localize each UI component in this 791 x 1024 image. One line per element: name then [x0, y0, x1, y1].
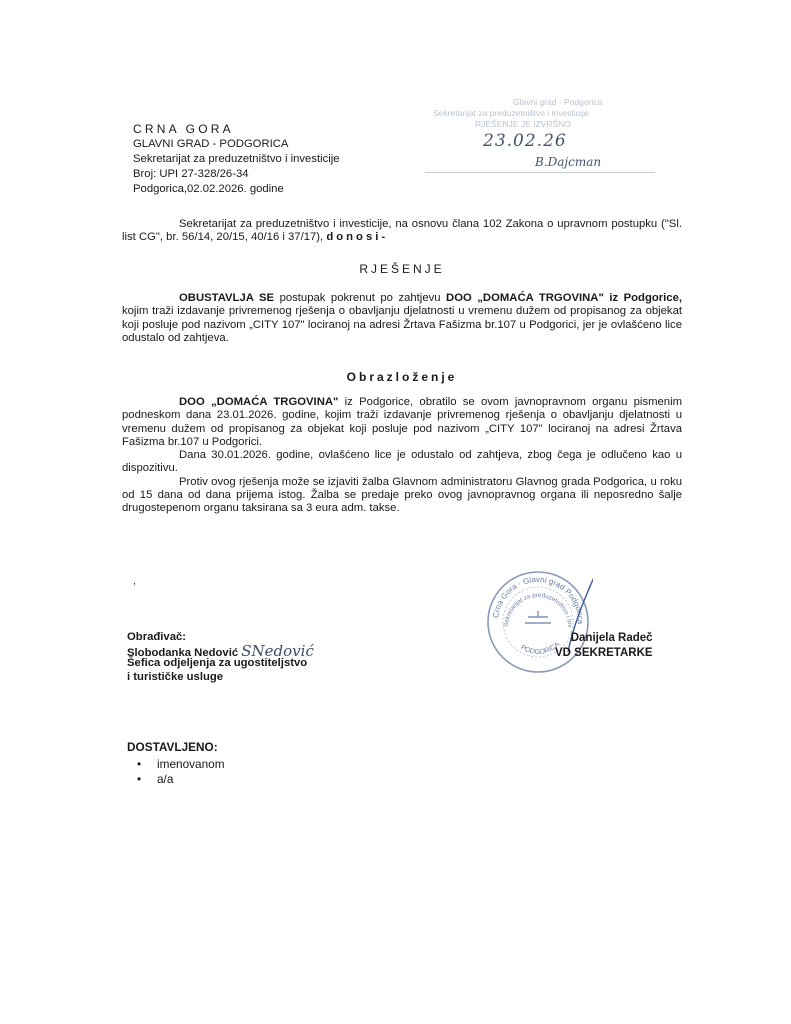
reasoning-p1-text: iz Podgorice, obratilo se ovom javnopravnom organu pismenim podneskom dana 23.01.2026. godine, kojim traži izdavanje privremenog rješenja o obavljanju djelatnosti u vremenu dužem od propisanog za objekat koji posluje pod nazivom „CITY 107" lociranoj na adresi Žrtava Fašizma br.107 u Podgorici.	[122, 396, 682, 448]
processor-signature: SNedović	[241, 641, 314, 660]
reasoning-body	[122, 396, 682, 516]
delivered-item: • imenovanom	[157, 757, 225, 772]
signatory-block	[555, 631, 653, 661]
case-number: Broj: UPI 27-328/26-34	[133, 168, 249, 180]
processor-label: Obrađivač:	[127, 631, 187, 643]
document-header	[133, 122, 340, 197]
delivered-list	[127, 757, 225, 787]
decision-paragraph	[122, 292, 682, 345]
place-date: Podgorica,02.02.2026. godine	[133, 183, 284, 195]
decision-title: RJEŠENJE	[359, 262, 445, 276]
department-name: Sekretarijat za preduzetništvo i investicije	[133, 153, 340, 165]
receipt-stamp-line2: Sekretarijat za preduzetništvo i investicije	[433, 108, 589, 118]
reasoning-company: DOO „DOMAĆA TRGOVINA"	[179, 396, 339, 408]
processor-title-line2: i turističke usluge	[127, 670, 224, 683]
processor-title-line1: Šefica odjeljenja za ugostiteljstvo	[127, 657, 308, 669]
delivered-label: DOSTAVLJENO:	[127, 740, 218, 754]
stamp-inner-text: Sekretarijat za preduzetništvo i inv	[502, 591, 574, 628]
receipt-stamp-line1: Glavni grad - Podgorica	[513, 97, 603, 107]
stamp-emblem-icon	[525, 611, 551, 623]
country-name: CRNA GORA	[133, 122, 234, 136]
receipt-stamp-line3: RJEŠENJE JE IZVRŠNO	[475, 119, 571, 129]
receipt-handwritten-signature: B.Dajcman	[535, 155, 602, 169]
decision-text-1: postupak pokrenut po zahtjevu	[274, 292, 447, 304]
preamble-text: Sekretarijat za preduzetništvo i investicije, na osnovu člana 102 Zakona o upravnom postupku ("Sl. list CG", br. 56/14, 20/15, 40/16 i 37/17),	[122, 218, 682, 244]
signatory-title: VD SEKRETARKE	[555, 647, 653, 659]
stamp-bottom-text: PODGORICA	[519, 641, 562, 656]
preamble-verb: donosi-	[326, 231, 389, 244]
delivered-block	[127, 740, 225, 787]
processor-block	[127, 631, 314, 684]
reasoning-paragraph-3: Protiv ovog rješenja može se izjaviti žalba Glavnom administratoru Glavnog grada Podgorica, u roku od 15 dana od dana prijema istog. Žalba se predaje preko ovog javnopravnog organa ili neposredno šalje drugostepenom organu taksirana sa 3 eura adm. takse.	[122, 475, 682, 515]
decision-text-2: kojim traži izdavanje privremenog rješenja o obavljanju djelatnosti u vremenu dužem od propisanog za objekat koji posluje pod nazivom „CITY 107" lociranoj na adresi Žrtava Fašizma br.107 u Podgorici, jer je ovlašćeno lice odustalo od zahtjeva.	[122, 305, 682, 344]
reasoning-title: Obrazloženje	[346, 370, 458, 384]
city-name: GLAVNI GRAD - PODGORICA	[133, 138, 289, 150]
receipt-handwritten-date: 23.02.26	[483, 131, 567, 151]
stamp-outer-text: Crna Gora · Glavni grad Podgorica	[491, 574, 586, 625]
preamble	[122, 218, 682, 245]
receipt-stamp-divider	[425, 172, 655, 173]
processor-name: Slobodanka Nedović	[127, 646, 239, 659]
reasoning-paragraph-2: Dana 30.01.2026. godine, ovlašćeno lice je odustalo od zahtjeva, zbog čega je odlučeno kao u dispozitivu.	[122, 449, 682, 475]
delivered-item: • a/a	[157, 772, 225, 787]
stray-mark: ,	[133, 576, 136, 587]
signatory-name: Danijela Radeč	[570, 632, 653, 644]
receipt-stamp	[425, 95, 655, 177]
reasoning-paragraph-1	[122, 396, 682, 449]
decision-bold-start: OBUSTAVLJA SE	[179, 292, 275, 304]
decision-company: DOO „DOMAĆA TRGOVINA" iz Podgorice,	[446, 292, 682, 304]
